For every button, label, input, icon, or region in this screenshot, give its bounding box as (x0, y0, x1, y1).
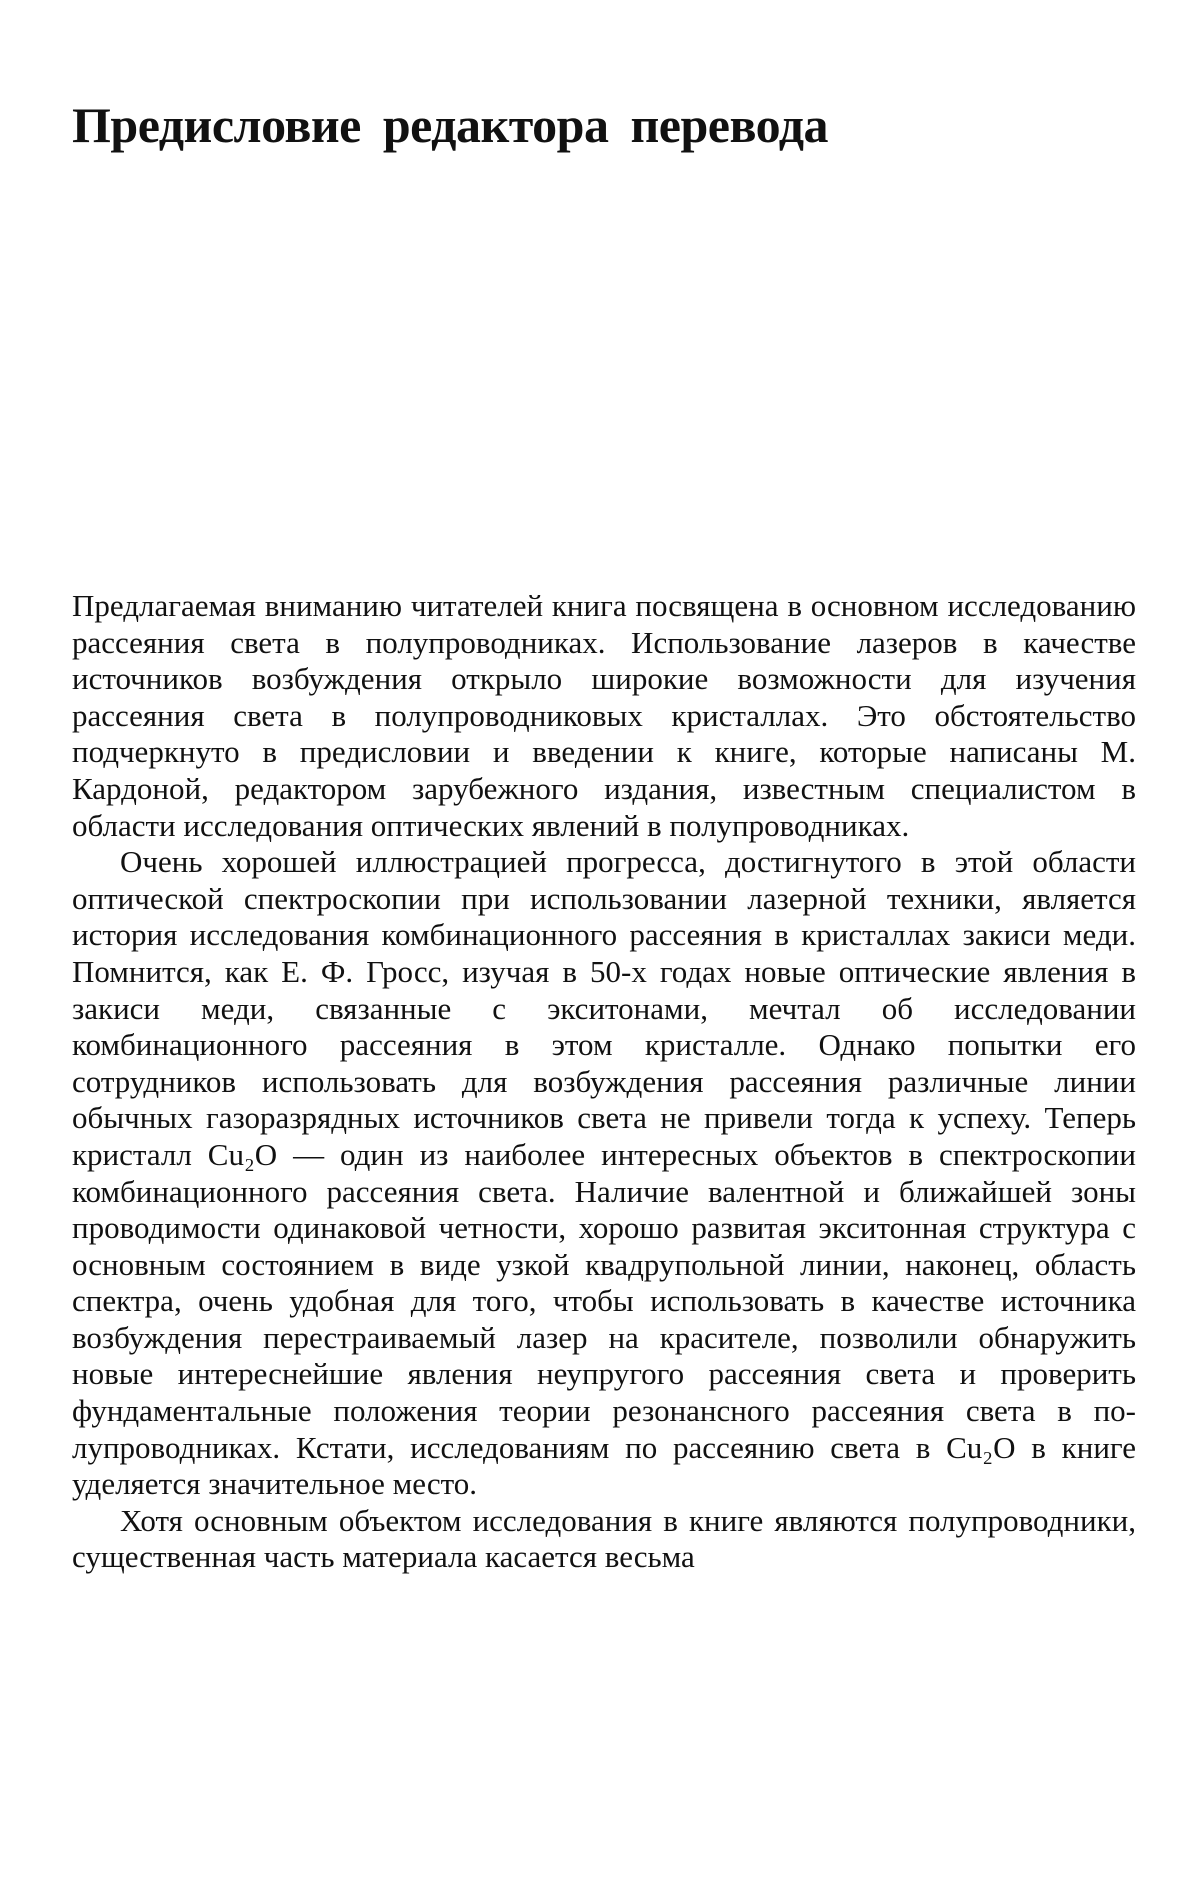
paragraph-2: Очень хорошей иллюстрацией прогресса, достигнутого в этой области оптической спектроскопии при использовании лазерной техники, является история исследования комбинационного рассеяния в кристаллах закиси меди. Помнится, как Е. Ф. Гросс, изучая в 50-х годах новые оптические явления в закиси меди, связанные с экситонами, мечтал об исследовании комбинационного рассеяния в этом кристалле. Однако попытки его сотрудников использовать для возбуждения рассеяния различные линии обычных газоразрядных источников света не привели тогда к успеху. Теперь кристалл Cu₂O — один из наиболее интересных объектов в спектроскопии комбинационного рассеяния света. Наличие валентной и ближайшей зоны проводимости одинаковой четности, хорошо развитая экситонная структура с основным состоянием в виде узкой квадрупольной линии, наконец, область спектра, очень удобная для того, чтобы использовать в качестве источника возбуждения перестраиваемый лазер на красителе, позволили обнаружить новые интереснейшие явления неупругого рассеяния света и проверить фундаментальные положения теории резонансного рассеяния света в полупроводниках. Кстати, исследованиям по рассеянию света в Cu₂O в книге уделяется значительное место. (72, 844, 1136, 1502)
page-title: Предисловие редактора перевода (72, 97, 829, 153)
body-text (72, 588, 1136, 1576)
paragraph-1: Предлагаемая вниманию читателей книга посвящена в основном исследованию рассеяния света в полупроводниках. Использование лазеров в качестве источников возбуждения открыло широкие возможности для изучения рассеяния света в полупроводниковых кристаллах. Это обстоятельство подчеркнуто в предисловии и введении к книге, которые написаны М. Кардоной, редактором зарубежного издания, известным специалистом в области исследования оптических явлений в полупроводниках. (72, 588, 1136, 843)
paragraph-3: Хотя основным объектом исследования в книге являются полупроводники, существенная часть материала касается весьма (72, 1502, 1136, 1575)
